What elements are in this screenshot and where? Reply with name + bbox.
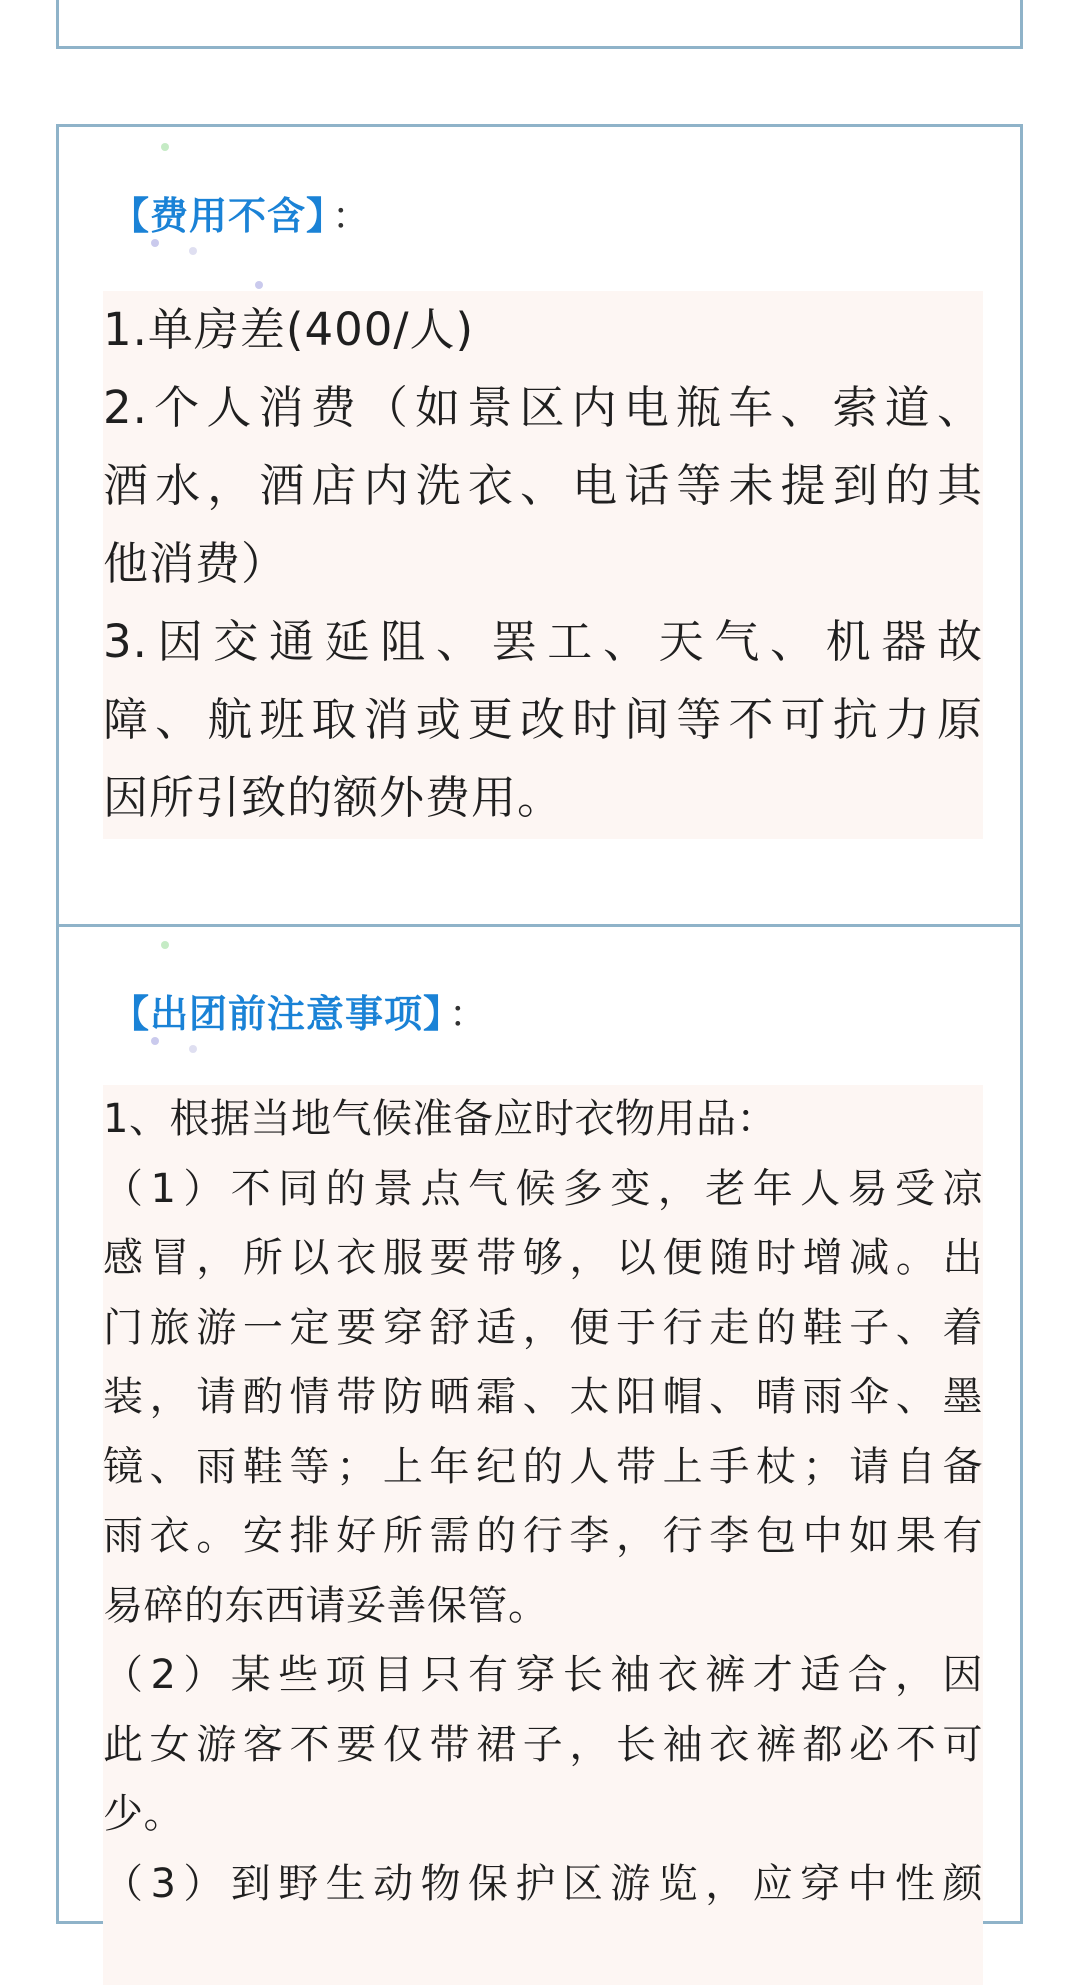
fees-line: 因所引致的额外费用。 — [103, 771, 564, 824]
fees-excluded-title: 【费用不含】 — [111, 194, 327, 238]
fees-line: 他消费） — [103, 537, 288, 590]
notes-line: 感冒，所以衣服要带够，以便随时增减。出 — [103, 1235, 983, 1281]
fees-line: 障、航班取消或更改时间等不可抗力原 — [103, 693, 983, 746]
notes-line: 少。 — [103, 1791, 184, 1837]
notes-line: （2）某些项目只有穿长袖衣裤才适合，因 — [103, 1652, 983, 1698]
title-colon: ： — [449, 992, 489, 1036]
notes-line: 1、根据当地气候准备应时衣物用品： — [103, 1096, 777, 1142]
fees-excluded-content — [103, 291, 983, 839]
notes-line: 此女游客不要仅带裙子，长袖衣裤都必不可 — [103, 1721, 983, 1768]
fees-line: 3.因交通延阻、罢工、天气、机器故 — [103, 615, 983, 668]
notes-line: 门旅游一定要穿舒适，便于行走的鞋子、着 — [103, 1304, 983, 1351]
previous-section-box — [56, 0, 1023, 49]
pre-departure-notes-title: 【出团前注意事项】 — [111, 992, 444, 1036]
notes-line: （1）不同的景点气候多变，老年人易受凉 — [103, 1165, 983, 1212]
pre-departure-notes-section — [56, 924, 1023, 1924]
pre-departure-notes-content — [103, 1085, 983, 1985]
notes-line: 易碎的东西请妥善保管。 — [103, 1582, 549, 1629]
notes-line: 装，请酌情带防晒霜、太阳帽、晴雨伞、墨 — [103, 1374, 983, 1420]
fees-line: 1.单房差(400/人) — [103, 303, 475, 356]
section-title — [111, 983, 488, 1038]
notes-line: 雨衣。安排好所需的行李，行李包中如果有 — [103, 1513, 983, 1559]
notes-line: 镜、雨鞋等；上年纪的人带上手杖；请自备 — [103, 1443, 983, 1490]
fees-line: 2.个人消费（如景区内电瓶车、索道、 — [103, 381, 983, 434]
notes-line: （3）到野生动物保护区游览，应穿中性颜 — [103, 1860, 983, 1907]
title-colon: ： — [332, 194, 372, 238]
fees-line: 酒水，酒店内洗衣、电话等未提到的其 — [103, 459, 983, 512]
section-title — [111, 185, 371, 240]
fees-excluded-section — [56, 124, 1023, 927]
